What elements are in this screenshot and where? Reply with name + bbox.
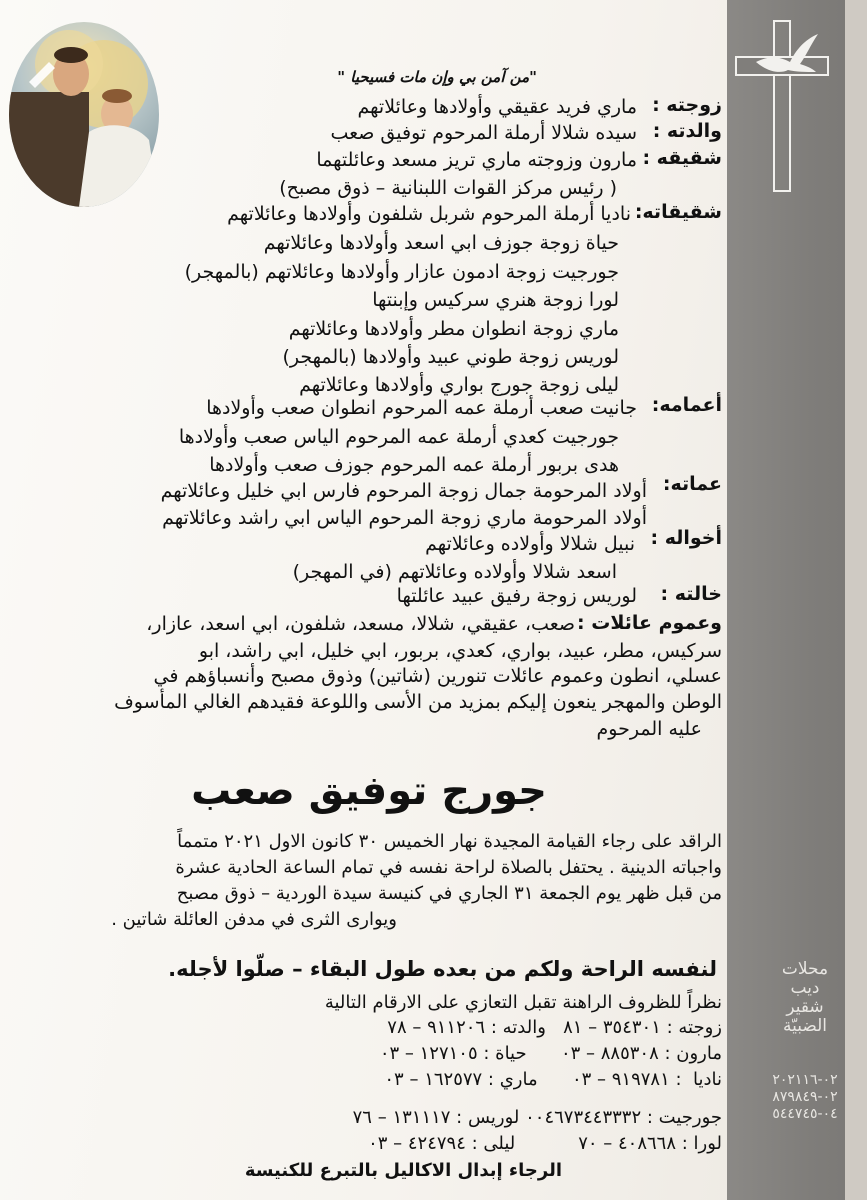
umum-line: سركيس، مطر، عبيد، بواري، كعدي، بربور، ابي خليل، ابي راشد، ابو (198, 640, 722, 662)
saint-portrait (9, 22, 159, 207)
family-line: أولاد المرحومة ماري زوجة المرحوم الياس ابي راشد وعائلاتهم (162, 507, 647, 529)
funeral-home-name: محلات ديب شقير الضبيّة (781, 959, 829, 1036)
umum-line: صعب، عقيقي، شلالا، مسعد، شلفون، ابي اسعد، عازار، (146, 613, 575, 635)
family-line: جورجيت كعدي أرملة عمه المرحوم الياس صعب وأولادها (178, 426, 619, 448)
condolence-phone: لورا : ٤٠٨٦٦٨ – ٧٠ ليلى : ٤٢٤٧٩٤ – ٠٣ (368, 1133, 722, 1154)
umum-line: الوطن والمهجر ينعون إليكم بمزيد من الأسى واللوعة فقيدهم الغالي المأسوف (114, 691, 722, 713)
family-line: هدى بربور أرملة عمه المرحوم جوزف صعب وأولادها (209, 454, 619, 476)
family-label-uncles: أعمامه: (651, 394, 722, 416)
family-label-mother: والدته : (652, 120, 722, 142)
family-label-maternal-aunt: خالته : (660, 583, 722, 605)
umum-line: عليه المرحوم (596, 718, 702, 740)
announcement-line: ويوارى الثرى في مدفن العائلة شاتين . (111, 909, 397, 930)
umum-line: عسلي، انطون وعموم عائلات تنورين (شاتين) وذوق مصبح وأنسباؤهم في (153, 665, 722, 687)
condolence-phone: مارون : ٨٨٥٣٠٨ – ٠٣ حياة : ١٢٧١٠٥ – ٠٣ (379, 1043, 722, 1064)
family-line: اسعد شلالا وأولاده وعائلاتهم (في المهجر) (292, 561, 617, 583)
family-label-maternal-uncles: أخواله : (650, 527, 722, 549)
condolence-phone: جورجيت : ٠٠٤٦٧٣٤٤٣٣٣٢ لوريس : ١٣١١١٧ – ٧٦ (352, 1107, 722, 1128)
dove-icon (752, 32, 822, 82)
family-label-aunts: عماته: (662, 473, 722, 495)
footer-note: الرجاء إبدال الاكاليل بالتبرع للكنيسة (244, 1160, 562, 1181)
family-line: ناديا أرملة المرحوم شربل شلفون وأولادها وعائلاتهم (227, 203, 631, 225)
funeral-home-phones: ٠٢-٢٠٢١١٦ ٠٢-٨٧٩٨٤٩ ٠٤-٥٤٤٧٤٥ (772, 1072, 838, 1122)
deceased-name: جورج توفيق صعب (191, 768, 547, 814)
family-line: سيده شلالا أرملة المرحوم توفيق صعب (330, 122, 637, 144)
prayer-line: لنفسه الراحة ولكم من بعده طول البقاء – صلّوا لأجله. (168, 957, 717, 981)
condolence-intro: نظراً للظروف الراهنة تقبل التعازي على الارقام التالية (324, 992, 722, 1013)
family-line: ( رئيس مركز القوات اللبنانية – ذوق مصبح) (279, 177, 617, 199)
family-line: لوريس زوجة طوني عبيد وأولادها (بالمهجر) (282, 346, 619, 368)
family-line: مارون وزوجته ماري تريز مسعد وعائلتهما (316, 149, 637, 171)
announcement-line: واجباته الدينية . يحتفل بالصلاة لراحة نفسه في تمام الساعة الحادية عشرة (175, 857, 722, 878)
family-label-sisters: شقيقاته: (634, 201, 722, 223)
family-line: حياة زوجة جوزف ابي اسعد وأولادها وعائلاتهم (263, 232, 619, 254)
condolence-phone: ناديا : ٩١٩٧٨١ – ٠٣ ماري : ١٦٢٥٧٧ – ٠٣ (384, 1069, 722, 1090)
family-label-wife: زوجته : (652, 94, 722, 116)
family-line: جانيت صعب أرملة عمه المرحوم انطوان صعب وأولادها (206, 397, 637, 419)
family-line: لوريس زوجة رفيق عبيد عائلتها (396, 585, 637, 607)
family-line: نبيل شلالا وأولاده وعائلاتهم (425, 533, 635, 555)
umum-label: وعموم عائلات : (577, 612, 722, 634)
family-line: ماري زوجة انطوان مطر وأولادها وعائلاتهم (288, 318, 619, 340)
announcement-line: من قبل ظهر يوم الجمعة ٣١ الجاري في كنيسة سيدة الوردية – ذوق مصبح (176, 883, 722, 904)
condolence-phone: زوجته : ٣٥٤٣٠١ – ٨١ والدته : ٩١١٢٠٦ – ٧٨ (387, 1017, 722, 1038)
family-line: ماري فريد عقيقي وأولادها وعائلاتهم (357, 96, 637, 118)
family-line: لورا زوجة هنري سركيس وإبنتها (372, 289, 619, 311)
scripture-quote: "من آمن بي وإن مات فسيحيا " (337, 68, 537, 86)
family-line: ليلى زوجة جورج بواري وأولادها وعائلاتهم (299, 374, 619, 396)
family-label-brother: شقيقه : (642, 147, 722, 169)
family-line: أولاد المرحومة جمال زوجة المرحوم فارس ابي خليل وعائلاتهم (160, 480, 647, 502)
family-line: جورجيت زوجة ادمون عازار وأولادها وعائلاتهم (بالمهجر) (184, 261, 619, 283)
announcement-line: الراقد على رجاء القيامة المجيدة نهار الخميس ٣٠ كانون الاول ٢٠٢١ متمماً (177, 831, 722, 852)
